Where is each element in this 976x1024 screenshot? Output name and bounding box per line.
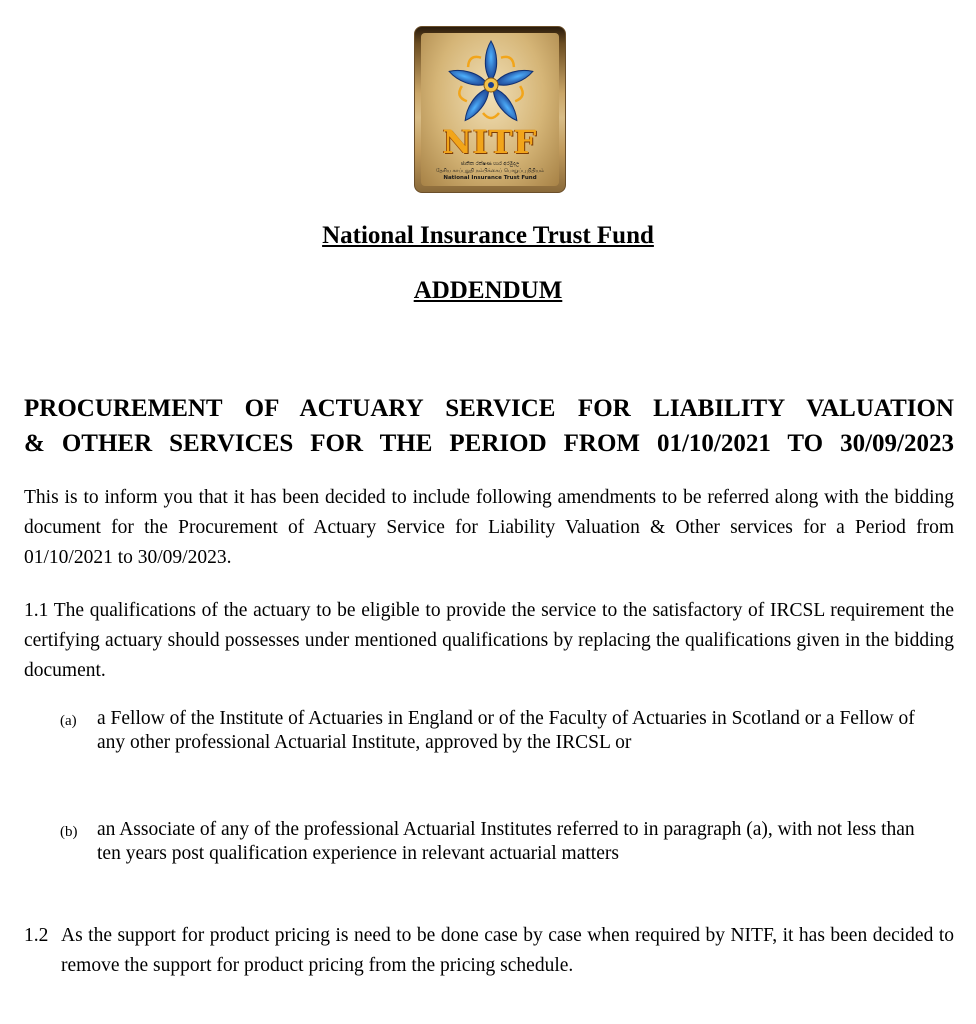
procurement-heading — [24, 391, 954, 461]
section-text: As the support for product pricing is need to be done case by case when required by NITF, it has been decided to remove the support for product pricing from the pricing schedule. — [61, 925, 954, 976]
section-number: 1.2 — [24, 925, 49, 946]
heading-line-1: PROCUREMENT OF ACTUARY SERVICE FOR LIABILITY VALUATION — [24, 395, 954, 422]
nitf-logo — [414, 26, 566, 193]
logo-english-name: National Insurance Trust Fund — [443, 175, 537, 181]
intro-paragraph: This is to inform you that it has been decided to include following amendments to be referred along with the bidding document for the Procurement of Actuary Service for Liability Valuation & Other services for a Period from 01/10/2021 to 30/09/2023. — [24, 487, 954, 568]
flower-emblem-icon — [431, 33, 551, 129]
heading-line-2: & OTHER SERVICES FOR THE PERIOD FROM 01/10/2021 TO 30/09/2023 — [24, 430, 954, 457]
section-1-1-paragraph: 1.1 The qualifications of the actuary to be eligible to provide the service to the satisfactory of IRCSL requirement the certifying actuary should possesses under mentioned qualifications by replacing the qualifications given in the bidding document. — [24, 600, 954, 681]
item-text: an Associate of any of the professional Actuarial Institutes referred to in paragraph (a), with not less than ten years post qualification experience in relevant actuarial matters — [97, 819, 915, 864]
organization-title: National Insurance Trust Fund — [322, 222, 654, 249]
item-marker: (a) — [60, 713, 77, 729]
logo-sinhala-name: ජාතික රක්ෂණ භාර අරමුදල — [460, 161, 520, 167]
item-text: a Fellow of the Institute of Actuaries in England or of the Faculty of Actuaries in Scotland or a Fellow of any other professional Actuarial Institute, approved by the IRCSL or — [97, 708, 915, 753]
logo-tamil-name: தேசிய காப்புறுதி நம்பிக்கைப் பொறுப்பு நிதியம் — [436, 168, 544, 174]
document-title: ADDENDUM — [413, 277, 563, 304]
logo-acronym: NITF — [442, 123, 538, 161]
item-marker: (b) — [60, 824, 78, 840]
